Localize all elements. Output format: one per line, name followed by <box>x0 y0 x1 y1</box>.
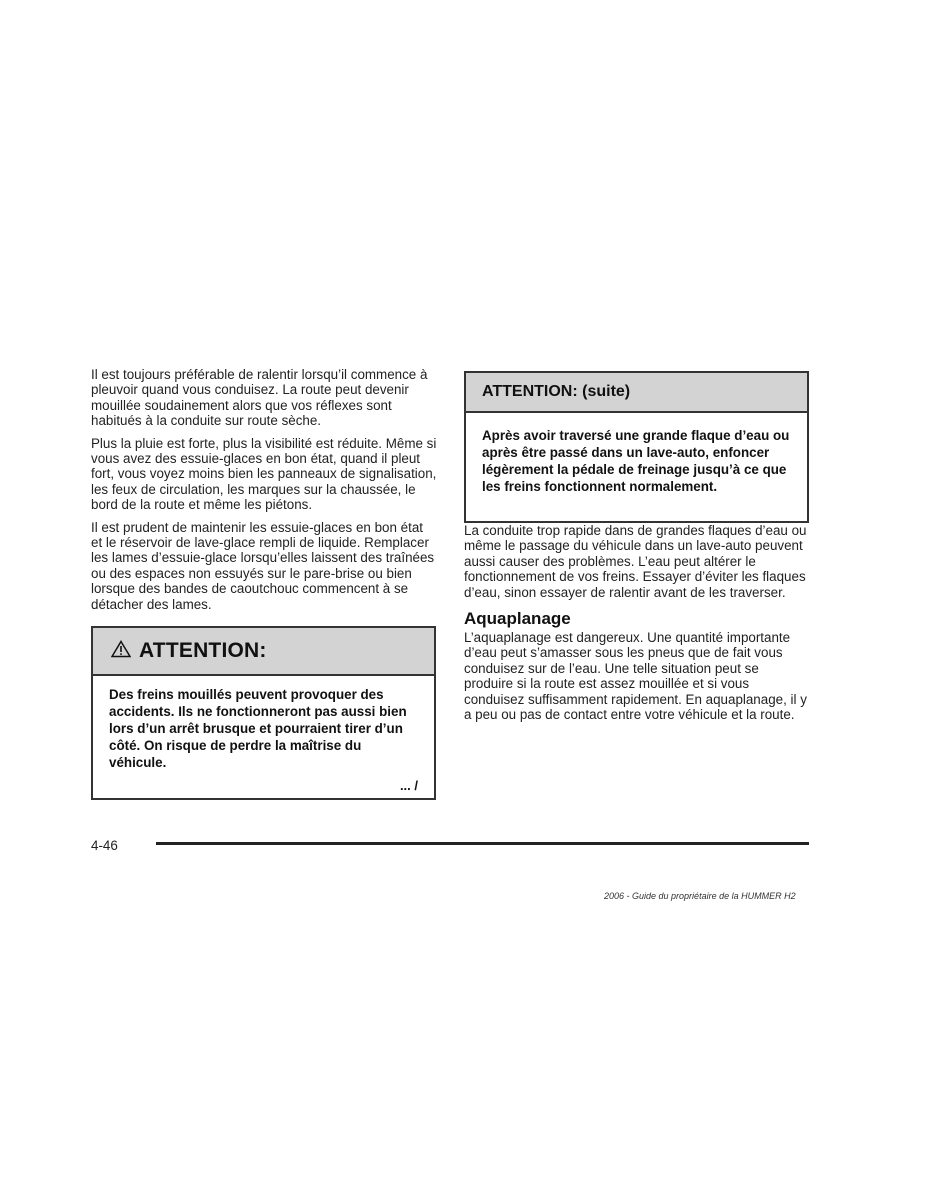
footer-note: 2006 - Guide du propriétaire de la HUMMER H2 <box>604 891 796 901</box>
right-column <box>464 371 810 729</box>
paragraph-visibility: Plus la pluie est forte, plus la visibilité est réduite. Même si vous avez des essuie-glaces en bon état, quand il pleut fort, vous voyez moins bien les panneaux de signalisation, les feux de circulation, les marques sur la chaussée, le bord de la route et même les piétons. <box>91 435 437 513</box>
continued-marker: ... / <box>399 778 418 794</box>
warning-header-continued <box>466 373 807 413</box>
warning-box-continued <box>464 371 809 523</box>
warning-text: Des freins mouillés peuvent provoquer des accidents. Ils ne fonctionneront pas aussi bien lors d’un arrêt brusque et pourraient tirer d’un côté. On risque de perdre la maîtrise du véhicule. <box>109 687 407 771</box>
warning-title-continued: ATTENTION: (suite) <box>482 383 631 400</box>
left-column <box>91 367 437 800</box>
paragraph-wipers: Il est prudent de maintenir les essuie-glaces en bon état et le réservoir de lave-glace rempli de liquide. Remplacer les lames d’essuie-glace lorsqu’elles laissent des traînées ou des espaces non essuyés sur le pare-brise ou bien lorsque des bandes de caoutchouc commencent à se détacher des lames. <box>91 519 435 612</box>
paragraph-slow-down-rain: Il est toujours préférable de ralentir lorsqu’il commence à pleuvoir quand vous conduisez. La route peut devenir mouillée soudainement alors que vos réflexes sont habitués à la conduite sur route sèche. <box>91 367 428 429</box>
paragraph-puddles: La conduite trop rapide dans de grandes flaques d’eau ou même le passage du véhicule dans un lave-auto peuvent aussi causer des problèmes. L’eau peut altérer le fonctionnement de vos freins. Essayer d’éviter les flaques d’eau, sinon essayer de ralentir avant de les traverser. <box>464 523 807 600</box>
paragraph-aquaplanage: L’aquaplanage est dangereux. Une quantité importante d’eau peut s’amasser sous les pneus que de fait vous conduisez sur de l’eau. Une telle situation peut se produire si la route est assez mouillée et si vous conduisez suffisamment rapidement. En aquaplanage, il y a peu ou pas de contact entre votre véhicule et la route. <box>464 630 807 723</box>
warning-triangle-icon <box>111 640 131 663</box>
warning-header <box>93 628 434 676</box>
footer-divider <box>156 842 809 845</box>
warning-title: ATTENTION: <box>139 639 267 663</box>
warning-body <box>93 676 434 794</box>
warning-box-wet-brakes <box>91 626 436 800</box>
section-heading-aquaplanage: Aquaplanage <box>464 609 571 629</box>
page-number: 4-46 <box>91 838 118 853</box>
warning-body-continued: Après avoir traversé une grande flaque d’eau ou après être passé dans un lave-auto, enfoncer légèrement la pédale de freinage jusqu’à ce que les freins fonctionnent normalement. <box>482 428 790 494</box>
